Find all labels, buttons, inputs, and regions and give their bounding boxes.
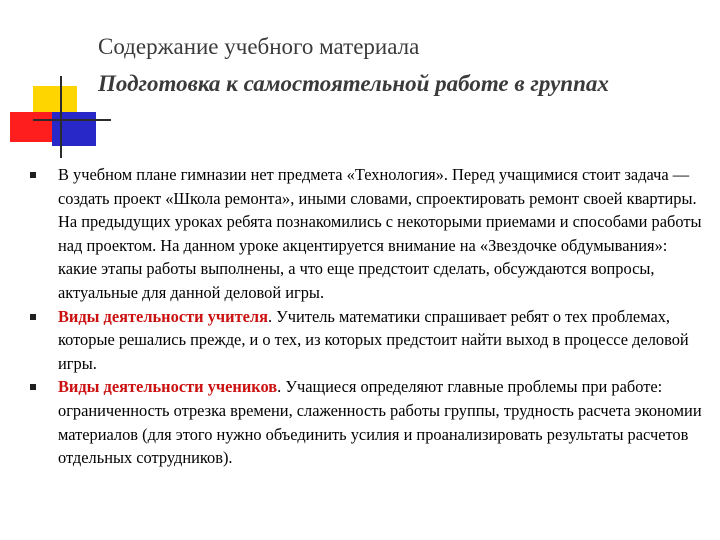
item-text: В учебном плане гимназии нет предмета «Технология». Перед учащимися стоит задача — создать проект «Школа ремонта», иными словами, спроектировать ремонт своей квартиры. На предыдущих уроках ребята познакомились с некоторыми приемами и способами работы над проектом. На данном уроке акцентируется внимание на «Звездочке обдумывания»: какие этапы работы выполнены, а что еще предстоит сделать, обсуждаются вопросы, актуальные для данной деловой игры. xyxy=(58,165,702,302)
square-bullet-icon xyxy=(30,172,36,178)
list-item xyxy=(28,163,708,305)
item-text: . Учитель математики спрашивает ребят о тех проблемах, которые решались прежде, и о тех, из которых предстоит найти выход в процессе деловой игры. xyxy=(58,306,689,373)
square-bullet-icon xyxy=(30,314,36,320)
decor-horizontal-line xyxy=(33,119,111,121)
bullet-list xyxy=(28,163,708,470)
decor-blue-square xyxy=(52,112,96,146)
slide-title: Содержание учебного материала xyxy=(98,34,420,59)
square-bullet-icon xyxy=(30,384,36,390)
list-item xyxy=(28,305,708,376)
decor-red-square xyxy=(10,112,52,142)
item-heading: Виды деятельности учителя xyxy=(58,306,268,326)
slide-subtitle: Подготовка к самостоятельной работе в группах xyxy=(98,71,609,96)
decor-vertical-line xyxy=(60,76,62,158)
list-item xyxy=(28,375,708,469)
item-text: . Учащиеся определяют главные проблемы при работе: ограниченность отрезка времени, слаженность работы группы, трудность расчета экономии материалов (для этого нужно объединить усилия и проанализировать результаты расчетов отдельных сотрудников). xyxy=(58,377,702,468)
item-heading: Виды деятельности учеников xyxy=(58,377,278,397)
